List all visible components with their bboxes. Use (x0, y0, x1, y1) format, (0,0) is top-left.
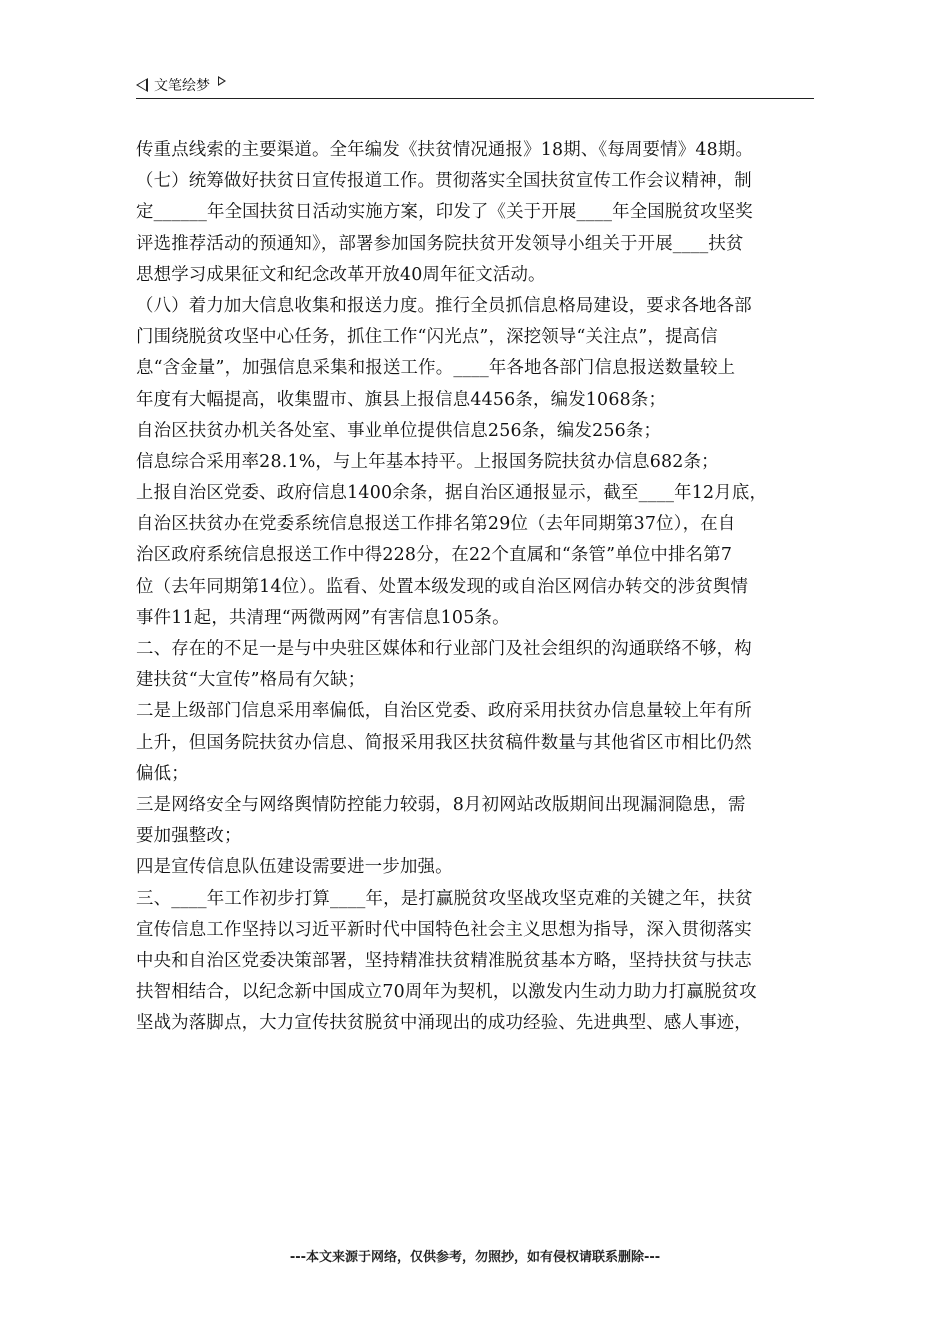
text-line: 信息综合采用率28.1%，与上年基本持平。上报国务院扶贫办信息682条； (136, 451, 719, 472)
text-line: 宣传信息工作坚持以习近平新时代中国特色社会主义思想为指导，深入贯彻落实 (136, 919, 752, 940)
text-line: 位（去年同期第14位）。监看、处置本级发现的或自治区网信办转交的涉贫舆情 (136, 576, 749, 597)
triangle-left-icon (136, 78, 148, 92)
text-line: 门围绕脱贫攻坚中心任务，抓住工作“闪光点”，深挖领导“关注点”，提高信 (136, 327, 718, 348)
triangle-right-icon (218, 76, 226, 86)
header-title: 文笔绘梦 (154, 78, 210, 94)
text-line: 四是宣传信息队伍建设需要进一步加强。 (136, 857, 453, 878)
text-line: 二是上级部门信息采用率偏低，自治区党委、政府采用扶贫办信息量较上年有所 (136, 701, 752, 722)
text-line: 传重点线索的主要渠道。全年编发《扶贫情况通报》18期、《每周要情》48期。 (136, 140, 754, 160)
text-line: 建扶贫“大宣传”格局有欠缺； (136, 670, 366, 691)
text-line: 三、____年工作初步打算____年，是打赢脱贫攻坚战攻坚克难的关键之年，扶贫 (136, 888, 753, 909)
text-line: 定______年全国扶贫日活动实施方案，印发了《关于开展____年全国脱贫攻坚奖 (136, 202, 753, 223)
text-line: 上报自治区党委、政府信息1400余条，据自治区通报显示，截至____年12月底， (136, 483, 768, 504)
text-line: 三是网络安全与网络舆情防控能力较弱，8月初网站改版期间出现漏洞隐患，需 (136, 794, 746, 815)
document-body (136, 135, 820, 1039)
text-line: 扶智相结合，以纪念新中国成立70周年为契机，以激发内生动力助力打赢脱贫攻 (136, 982, 757, 1003)
text-line: 思想学习成果征文和纪念改革开放40周年征文活动。 (136, 264, 546, 285)
footer-disclaimer: ---本文来源于网络，仅供参考，勿照抄，如有侵权请联系删除--- (289, 1250, 661, 1265)
text-line: 评选推荐活动的预通知》，部署参加国务院扶贫开发领导小组关于开展____扶贫 (136, 233, 744, 254)
text-line: （八）着力加大信息收集和报送力度。推行全员抓信息格局建设，要求各地各部 (136, 295, 752, 316)
text-line: 年度有大幅提高，收集盟市、旗县上报信息4456条，编发1068条； (136, 389, 667, 410)
text-line: 偏低； (136, 763, 189, 784)
text-line: （七）统筹做好扶贫日宣传报道工作。贯彻落实全国扶贫宣传工作会议精神，制 (136, 171, 752, 192)
text-line: 治区政府系统信息报送工作中得228分，在22个直属和“条管”单位中排名第7 (136, 545, 733, 566)
text-line: 息“含金量”，加强信息采集和报送工作。____年各地各部门信息报送数量较上 (136, 358, 736, 379)
text-line: 自治区扶贫办机关各处室、事业单位提供信息256条，编发256条； (136, 420, 662, 441)
text-line: 中央和自治区党委决策部署，坚持精准扶贫精准脱贫基本方略，坚持扶贫与扶志 (136, 950, 752, 971)
text-line: 上升，但国务院扶贫办信息、简报采用我区扶贫稿件数量与其他省区市相比仍然 (136, 732, 752, 753)
text-line: 二、存在的不足一是与中央驻区媒体和行业部门及社会组织的沟通联络不够，构 (136, 639, 752, 659)
text-line: 坚战为落脚点，大力宣传扶贫脱贫中涌现出的成功经验、先进典型、感人事迹， (136, 1013, 752, 1034)
text-line: 事件11起，共清理“两微两网”有害信息105条。 (136, 607, 510, 628)
text-line: 要加强整改； (136, 826, 242, 847)
text-line: 自治区扶贫办在党委系统信息报送工作排名第29位（去年同期第37位），在自 (136, 514, 736, 535)
page-header (136, 72, 814, 99)
